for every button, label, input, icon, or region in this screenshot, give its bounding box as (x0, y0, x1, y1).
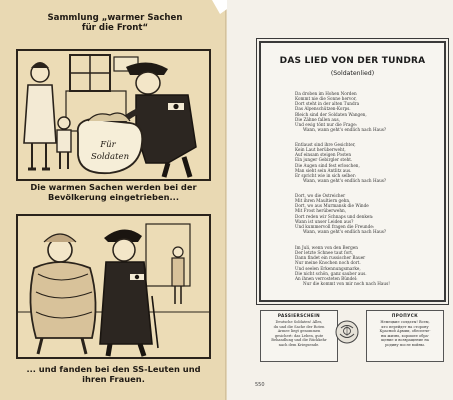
verse-refrain: Wann, wann geht's endlich nach Haus? (303, 178, 387, 184)
pass-line: Красной Армии, обеспече- (379, 329, 431, 334)
caption-middle-line: Die warmen Sachen werden bei der (30, 182, 197, 192)
caption-top (20, 13, 210, 33)
verse-line: Nur meine Knochen noch dort. (295, 260, 361, 266)
pass-russian-text (370, 320, 440, 348)
pass-line: Behandlung und die Rückkehr (271, 338, 327, 343)
song-frame (259, 41, 446, 302)
verse-line: Die nicht schön, ganz sauber aus. (295, 270, 367, 276)
pass-german (260, 310, 338, 362)
caption-top-line: Sammlung „warmer Sachen (47, 13, 183, 23)
caption-bottom (10, 364, 217, 384)
verse-line: Im Juli, wenn von den Bergen (295, 245, 358, 250)
verse-line: Ein junger Gebirgler steht. (295, 157, 353, 163)
verse-line: Dort reden wir Schnaps und denken: (295, 213, 374, 219)
sack-label-line: Soldaten (90, 152, 130, 162)
verse-line: Da droben im Hohen Norden (295, 91, 357, 96)
verse-line: An ihnen verrosteten Bündel: (295, 275, 358, 281)
pass-line: du und die Sache der Roten (273, 324, 325, 329)
verse-line: Die Zähne fallen aus, (295, 116, 341, 122)
caption-middle (10, 182, 217, 202)
verse-refrain: Nur die kommt von mir noch nach Haus! (303, 281, 390, 287)
pass-line: Deutsche Soldaten! Alles, (275, 320, 323, 324)
verse-line: Wann ist unser Leiden aus? (295, 218, 354, 224)
pass-line: Немецкие солдаты! Всем, (380, 320, 430, 324)
caption-bottom-line: ihren Frauen. (82, 374, 145, 384)
pass-line: ны жизнь, хорошее обра- (380, 333, 430, 338)
cartoon-panel-collection (16, 49, 211, 181)
verse-line: Entlaust sind ihre Gesichter, (295, 142, 356, 147)
verse-line: Kommt nie die Sonne hervor, (295, 96, 357, 102)
pass-russian (366, 310, 444, 362)
verse-line: Dann findet ein russischer Bauer (295, 255, 366, 261)
verse-refrain: Wann, wann geht's endlich nach Haus? (303, 127, 387, 133)
pass-line: кто перейдет на сторону (381, 324, 429, 329)
pass-line: Armee liegt genommen (277, 329, 321, 334)
song-verse (295, 91, 435, 132)
page-number: 550 (255, 382, 265, 388)
verse-line: Die Augen sind fest erloschen, (295, 162, 360, 168)
caption-middle-line: Bevölkerung eingetrieben... (48, 192, 179, 202)
pass-german-title: PASSIERSCHEIN (277, 313, 321, 318)
soviet-emblem-icon (334, 319, 360, 345)
pass-german-text (264, 320, 334, 348)
cartoon-collection-illustration (18, 51, 209, 179)
verse-line: Und seelen Erkennungsmarke, (295, 265, 361, 271)
song-title: DAS LIED VON DER TUNDRA (279, 56, 426, 66)
verse-line: Dort steht in der alten Tundra (295, 101, 360, 107)
verse-line: Kein Laut herüberweht, (295, 147, 346, 153)
pass-line: gesichert: das Leben, gute (274, 333, 324, 338)
verse-line: Dort, wo aus Murmansk die Winde (295, 203, 369, 209)
cartoon-ss-illustration (18, 216, 209, 357)
pass-line: родину после войны. (385, 342, 425, 347)
verse-line: Er spricht wie in sich selber: (295, 172, 357, 178)
song-verse (295, 142, 435, 183)
verse-line: Mit Frost herüberwehn, (295, 208, 347, 214)
pass-line: nach dem Kriegsende. (278, 342, 320, 347)
pass-russian-title: ПРОПУСК (391, 313, 419, 318)
verse-line: Das Alpenschützen-Korps. (295, 106, 351, 112)
song-verse (295, 245, 435, 286)
cartoon-panel-ss (16, 214, 211, 359)
caption-top-line: für die Front“ (81, 23, 149, 33)
verse-line: Man sieht sein Antlitz aus. (295, 167, 352, 173)
song-subtitle: (Soldatenlied) (330, 70, 375, 77)
verse-line: Und ewig tönt nur die Frage: (295, 121, 358, 127)
sack-label-line: Für (100, 140, 116, 150)
verse-line: Bleich sind der Soldaten Wangen, (295, 111, 367, 117)
verse-line: Dort, wo die Ostreicher (295, 193, 346, 198)
caption-bottom-line: ... und fanden bei den SS-Leuten und (26, 364, 201, 374)
verse-line: Der letzte Schnee taut fort, (295, 250, 354, 256)
pass-line: щение и возвращение на (381, 338, 429, 343)
verse-line: Und kummervoll fragen die Freunde: (295, 223, 375, 229)
verse-line: Auf einsam steigen Posten (295, 152, 352, 158)
verse-refrain: Wann, wann geht's endlich nach Haus? (303, 229, 387, 235)
verse-line: Mit ihren Maultiern gehn, (295, 198, 351, 204)
song-verse (295, 193, 435, 234)
